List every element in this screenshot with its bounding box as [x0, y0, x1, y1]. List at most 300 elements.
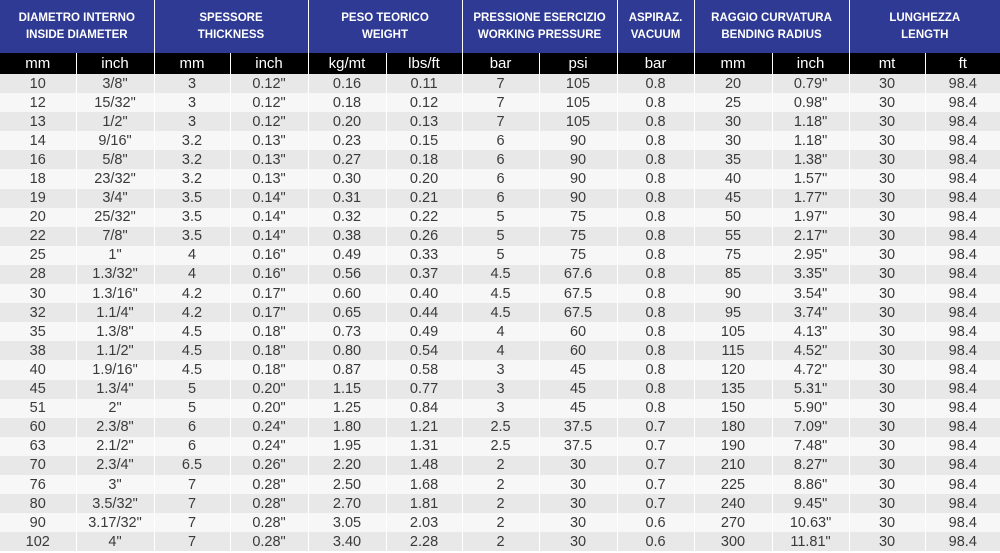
table-cell: 30 [849, 322, 925, 341]
table-cell: 25 [694, 93, 772, 112]
table-cell: 30 [539, 513, 617, 532]
table-cell: 1.15 [308, 380, 386, 399]
table-cell: 30 [849, 475, 925, 494]
table-row [0, 227, 1000, 246]
table-cell: 1.25 [308, 399, 386, 418]
table-cell: 0.8 [617, 208, 694, 227]
table-cell: 5 [462, 227, 539, 246]
table-cell: 98.4 [925, 208, 1000, 227]
table-row [0, 380, 1000, 399]
table-cell: 30 [849, 456, 925, 475]
table-cell: 30 [849, 265, 925, 284]
table-cell: 1.81 [386, 494, 462, 513]
table-cell: 4.2 [154, 284, 230, 303]
table-cell: 0.58 [386, 360, 462, 379]
table-cell: 0.12" [230, 112, 308, 131]
table-cell: 0.84 [386, 399, 462, 418]
table-cell: 1.80 [308, 418, 386, 437]
table-cell: 0.7 [617, 418, 694, 437]
table-body [0, 74, 1000, 551]
table-cell: 105 [694, 322, 772, 341]
table-cell: 20 [0, 208, 76, 227]
table-cell: 98.4 [925, 380, 1000, 399]
table-cell: 0.8 [617, 227, 694, 246]
table-cell: 98.4 [925, 475, 1000, 494]
table-cell: 30 [849, 284, 925, 303]
group-header-vacuum [617, 0, 694, 53]
group-header-line: VACUUM [630, 28, 681, 41]
table-row [0, 456, 1000, 475]
table-cell: 0.98" [772, 93, 849, 112]
table-cell: 0.32 [308, 208, 386, 227]
table-cell: 1.3/16" [76, 284, 154, 303]
table-cell: 0.8 [617, 246, 694, 265]
table-cell: 1.3/8" [76, 322, 154, 341]
table-cell: 1/2" [76, 112, 154, 131]
table-cell: 0.18" [230, 341, 308, 360]
table-cell: 35 [0, 322, 76, 341]
table-row [0, 93, 1000, 112]
table-cell: 0.60 [308, 284, 386, 303]
unit-header-cell: mt [849, 53, 925, 74]
table-cell: 0.24" [230, 437, 308, 456]
table-row [0, 341, 1000, 360]
table-cell: 30 [539, 532, 617, 551]
table-cell: 98.4 [925, 437, 1000, 456]
table-cell: 1.48 [386, 456, 462, 475]
table-cell: 105 [539, 93, 617, 112]
table-cell: 30 [849, 418, 925, 437]
table-cell: 0.13" [230, 169, 308, 188]
group-header-working-pressure [462, 0, 617, 53]
table-cell: 3 [462, 380, 539, 399]
table-cell: 0.8 [617, 74, 694, 93]
table-cell: 75 [539, 227, 617, 246]
table-cell: 0.8 [617, 93, 694, 112]
table-cell: 13 [0, 112, 76, 131]
table-cell: 4 [462, 341, 539, 360]
table-cell: 4" [76, 532, 154, 551]
table-cell: 12 [0, 93, 76, 112]
table-cell: 2.1/2" [76, 437, 154, 456]
table-cell: 3.35" [772, 265, 849, 284]
table-cell: 67.6 [539, 265, 617, 284]
table-cell: 0.26 [386, 227, 462, 246]
table-cell: 45 [694, 189, 772, 208]
table-cell: 4.13" [772, 322, 849, 341]
table-row [0, 189, 1000, 208]
table-cell: 0.17" [230, 303, 308, 322]
table-cell: 190 [694, 437, 772, 456]
table-cell: 30 [849, 513, 925, 532]
table-cell: 1.1/2" [76, 341, 154, 360]
table-cell: 0.8 [617, 303, 694, 322]
table-cell: 7 [154, 532, 230, 551]
group-header-line: LUNGHEZZA [889, 11, 961, 24]
table-cell: 6 [462, 150, 539, 169]
table-cell: 3" [76, 475, 154, 494]
table-cell: 0.8 [617, 189, 694, 208]
table-cell: 30 [849, 360, 925, 379]
table-cell: 98.4 [925, 532, 1000, 551]
table-cell: 98.4 [925, 93, 1000, 112]
table-cell: 0.77 [386, 380, 462, 399]
table-cell: 6 [462, 189, 539, 208]
table-cell: 30 [849, 189, 925, 208]
table-cell: 32 [0, 303, 76, 322]
table-cell: 35 [694, 150, 772, 169]
table-cell: 7.48" [772, 437, 849, 456]
table-cell: 0.18 [308, 93, 386, 112]
table-row [0, 322, 1000, 341]
group-header-line: PESO TEORICO [341, 11, 429, 24]
table-row [0, 475, 1000, 494]
table-cell: 25 [0, 246, 76, 265]
table-row [0, 494, 1000, 513]
table-cell: 0.73 [308, 322, 386, 341]
table-cell: 30 [849, 131, 925, 150]
table-cell: 120 [694, 360, 772, 379]
table-cell: 4.5 [154, 341, 230, 360]
table-cell: 0.20 [386, 169, 462, 188]
group-header-line: BENDING RADIUS [721, 28, 822, 41]
table-cell: 4 [154, 265, 230, 284]
table-cell: 40 [694, 169, 772, 188]
table-cell: 4.2 [154, 303, 230, 322]
table-cell: 3 [154, 112, 230, 131]
table-cell: 45 [539, 399, 617, 418]
table-cell: 4.52" [772, 341, 849, 360]
table-cell: 30 [849, 437, 925, 456]
table-cell: 5 [154, 399, 230, 418]
table-cell: 67.5 [539, 284, 617, 303]
table-cell: 3.17/32" [76, 513, 154, 532]
group-header-line: INSIDE DIAMETER [25, 28, 128, 41]
table-cell: 55 [694, 227, 772, 246]
table-cell: 6 [462, 131, 539, 150]
table-cell: 0.12 [386, 93, 462, 112]
table-cell: 0.8 [617, 112, 694, 131]
table-cell: 16 [0, 150, 76, 169]
group-header-line: WORKING PRESSURE [477, 28, 602, 41]
table-cell: 5.90" [772, 399, 849, 418]
table-cell: 30 [849, 112, 925, 131]
table-cell: 30 [539, 494, 617, 513]
table-cell: 3.40 [308, 532, 386, 551]
table-cell: 6.5 [154, 456, 230, 475]
table-cell: 22 [0, 227, 76, 246]
group-header-line: RAGGIO CURVATURA [711, 11, 832, 24]
table-cell: 30 [849, 532, 925, 551]
table-cell: 2 [462, 513, 539, 532]
table-cell: 1.95 [308, 437, 386, 456]
table-cell: 2.5 [462, 437, 539, 456]
unit-header-cell: mm [694, 53, 772, 74]
table-cell: 98.4 [925, 494, 1000, 513]
table-cell: 7 [462, 112, 539, 131]
table-cell: 0.23 [308, 131, 386, 150]
table-cell: 0.44 [386, 303, 462, 322]
group-header-row [0, 0, 1000, 53]
table-cell: 80 [0, 494, 76, 513]
table-cell: 0.8 [617, 131, 694, 150]
table-cell: 30 [539, 456, 617, 475]
table-cell: 30 [849, 208, 925, 227]
table-cell: 0.13" [230, 131, 308, 150]
table-cell: 0.20" [230, 380, 308, 399]
table-cell: 0.79" [772, 74, 849, 93]
table-cell: 98.4 [925, 246, 1000, 265]
table-cell: 70 [0, 456, 76, 475]
group-header-length [849, 0, 1000, 53]
table-cell: 90 [539, 131, 617, 150]
table-cell: 0.38 [308, 227, 386, 246]
table-cell: 3.2 [154, 150, 230, 169]
table-cell: 30 [0, 284, 76, 303]
table-row [0, 74, 1000, 93]
table-cell: 30 [694, 131, 772, 150]
table-row [0, 150, 1000, 169]
table-cell: 0.8 [617, 322, 694, 341]
table-cell: 105 [539, 74, 617, 93]
table-cell: 1.9/16" [76, 360, 154, 379]
group-header-bending-radius [694, 0, 849, 53]
table-cell: 5/8" [76, 150, 154, 169]
table-cell: 98.4 [925, 284, 1000, 303]
table-cell: 3 [154, 93, 230, 112]
table-cell: 0.8 [617, 380, 694, 399]
table-cell: 0.22 [386, 208, 462, 227]
table-cell: 7 [462, 74, 539, 93]
table-cell: 30 [849, 150, 925, 169]
table-row [0, 284, 1000, 303]
table-cell: 2.28 [386, 532, 462, 551]
table-cell: 2.70 [308, 494, 386, 513]
table-cell: 7.09" [772, 418, 849, 437]
unit-header-cell: mm [154, 53, 230, 74]
table-cell: 6 [154, 418, 230, 437]
table-cell: 30 [849, 93, 925, 112]
table-row [0, 513, 1000, 532]
table-cell: 75 [694, 246, 772, 265]
table-cell: 0.54 [386, 341, 462, 360]
unit-header-cell: bar [462, 53, 539, 74]
table-cell: 4.5 [462, 284, 539, 303]
table-cell: 0.40 [386, 284, 462, 303]
table-cell: 1.18" [772, 131, 849, 150]
table-cell: 0.13 [386, 112, 462, 131]
table-cell: 0.16" [230, 265, 308, 284]
table-cell: 98.4 [925, 322, 1000, 341]
table-cell: 5 [462, 208, 539, 227]
table-cell: 3.5 [154, 227, 230, 246]
table-cell: 1.3/32" [76, 265, 154, 284]
table-cell: 0.7 [617, 437, 694, 456]
table-cell: 23/32" [76, 169, 154, 188]
group-header-thickness [154, 0, 308, 53]
table-cell: 50 [694, 208, 772, 227]
table-cell: 98.4 [925, 112, 1000, 131]
table-cell: 1.18" [772, 112, 849, 131]
table-cell: 0.16" [230, 246, 308, 265]
table-row [0, 208, 1000, 227]
table-cell: 0.49 [308, 246, 386, 265]
group-header-weight [308, 0, 462, 53]
table-cell: 0.12" [230, 74, 308, 93]
table-cell: 0.24" [230, 418, 308, 437]
table-cell: 4.5 [154, 322, 230, 341]
table-cell: 90 [539, 150, 617, 169]
table-cell: 0.6 [617, 513, 694, 532]
table-cell: 98.4 [925, 303, 1000, 322]
table-cell: 105 [539, 112, 617, 131]
table-cell: 0.49 [386, 322, 462, 341]
table-cell: 210 [694, 456, 772, 475]
table-cell: 37.5 [539, 437, 617, 456]
unit-header-cell: kg/mt [308, 53, 386, 74]
table-cell: 14 [0, 131, 76, 150]
table-cell: 0.33 [386, 246, 462, 265]
table-cell: 30 [849, 74, 925, 93]
table-row [0, 131, 1000, 150]
table-cell: 6 [462, 169, 539, 188]
table-cell: 30 [539, 475, 617, 494]
table-cell: 2.17" [772, 227, 849, 246]
table-cell: 76 [0, 475, 76, 494]
table-cell: 0.7 [617, 456, 694, 475]
table-cell: 90 [539, 169, 617, 188]
table-cell: 98.4 [925, 265, 1000, 284]
group-header-line: DIAMETRO INTERNO [18, 11, 135, 24]
table-cell: 2" [76, 399, 154, 418]
unit-header-cell: inch [772, 53, 849, 74]
table-cell: 0.7 [617, 475, 694, 494]
table-cell: 75 [539, 208, 617, 227]
table-cell: 60 [539, 341, 617, 360]
table-cell: 0.13" [230, 150, 308, 169]
table-cell: 0.20" [230, 399, 308, 418]
table-cell: 2 [462, 456, 539, 475]
table-cell: 60 [0, 418, 76, 437]
table-cell: 0.37 [386, 265, 462, 284]
table-cell: 40 [0, 360, 76, 379]
table-cell: 3/8" [76, 74, 154, 93]
table-cell: 2.50 [308, 475, 386, 494]
table-cell: 0.30 [308, 169, 386, 188]
table-cell: 0.14" [230, 227, 308, 246]
table-cell: 0.26" [230, 456, 308, 475]
group-header-line: SPESSORE [199, 11, 263, 24]
table-cell: 98.4 [925, 418, 1000, 437]
table-cell: 150 [694, 399, 772, 418]
table-cell: 1.1/4" [76, 303, 154, 322]
table-cell: 15/32" [76, 93, 154, 112]
table-cell: 11.81" [772, 532, 849, 551]
group-header-line: WEIGHT [362, 28, 409, 41]
table-cell: 28 [0, 265, 76, 284]
table-cell: 5 [154, 380, 230, 399]
table-cell: 0.65 [308, 303, 386, 322]
table-cell: 1" [76, 246, 154, 265]
unit-header-cell: bar [617, 53, 694, 74]
group-header-line: THICKNESS [197, 28, 265, 41]
table-cell: 7 [154, 494, 230, 513]
table-cell: 0.8 [617, 265, 694, 284]
table-cell: 7 [154, 475, 230, 494]
unit-header-cell: inch [76, 53, 154, 74]
table-cell: 3 [154, 74, 230, 93]
table-cell: 0.18" [230, 360, 308, 379]
table-cell: 0.14" [230, 208, 308, 227]
table-cell: 3.74" [772, 303, 849, 322]
table-cell: 3.5 [154, 189, 230, 208]
table-cell: 4 [462, 322, 539, 341]
table-cell: 3/4" [76, 189, 154, 208]
table-cell: 19 [0, 189, 76, 208]
table-cell: 8.86" [772, 475, 849, 494]
table-cell: 3.05 [308, 513, 386, 532]
table-cell: 30 [694, 112, 772, 131]
table-cell: 45 [539, 380, 617, 399]
table-cell: 98.4 [925, 227, 1000, 246]
table-cell: 0.80 [308, 341, 386, 360]
table-cell: 0.28" [230, 475, 308, 494]
table-cell: 3.5/32" [76, 494, 154, 513]
table-cell: 9.45" [772, 494, 849, 513]
table-cell: 30 [849, 399, 925, 418]
table-cell: 135 [694, 380, 772, 399]
unit-header-cell: psi [539, 53, 617, 74]
table-cell: 1.3/4" [76, 380, 154, 399]
table-cell: 180 [694, 418, 772, 437]
group-header-inside-diameter [0, 0, 154, 53]
group-header-line: PRESSIONE ESERCIZIO [473, 11, 606, 24]
table-cell: 0.28" [230, 532, 308, 551]
table-cell: 1.21 [386, 418, 462, 437]
table-cell: 51 [0, 399, 76, 418]
table-cell: 2.3/4" [76, 456, 154, 475]
table-cell: 63 [0, 437, 76, 456]
table-cell: 9/16" [76, 131, 154, 150]
table-row [0, 265, 1000, 284]
table-cell: 4.72" [772, 360, 849, 379]
table-cell: 98.4 [925, 341, 1000, 360]
table-cell: 1.68 [386, 475, 462, 494]
table-cell: 7 [462, 93, 539, 112]
table-cell: 0.7 [617, 494, 694, 513]
table-cell: 3 [462, 399, 539, 418]
table-cell: 2.20 [308, 456, 386, 475]
table-row [0, 360, 1000, 379]
table-cell: 2 [462, 532, 539, 551]
table-cell: 75 [539, 246, 617, 265]
table-cell: 0.11 [386, 74, 462, 93]
table-cell: 98.4 [925, 360, 1000, 379]
table-cell: 37.5 [539, 418, 617, 437]
table-cell: 0.16 [308, 74, 386, 93]
table-cell: 115 [694, 341, 772, 360]
table-cell: 0.8 [617, 399, 694, 418]
table-cell: 98.4 [925, 513, 1000, 532]
table-cell: 85 [694, 265, 772, 284]
unit-header-cell: inch [230, 53, 308, 74]
table-cell: 270 [694, 513, 772, 532]
table-cell: 6 [154, 437, 230, 456]
table-cell: 2.5 [462, 418, 539, 437]
table-cell: 20 [694, 74, 772, 93]
table-cell: 30 [849, 227, 925, 246]
table-cell: 67.5 [539, 303, 617, 322]
